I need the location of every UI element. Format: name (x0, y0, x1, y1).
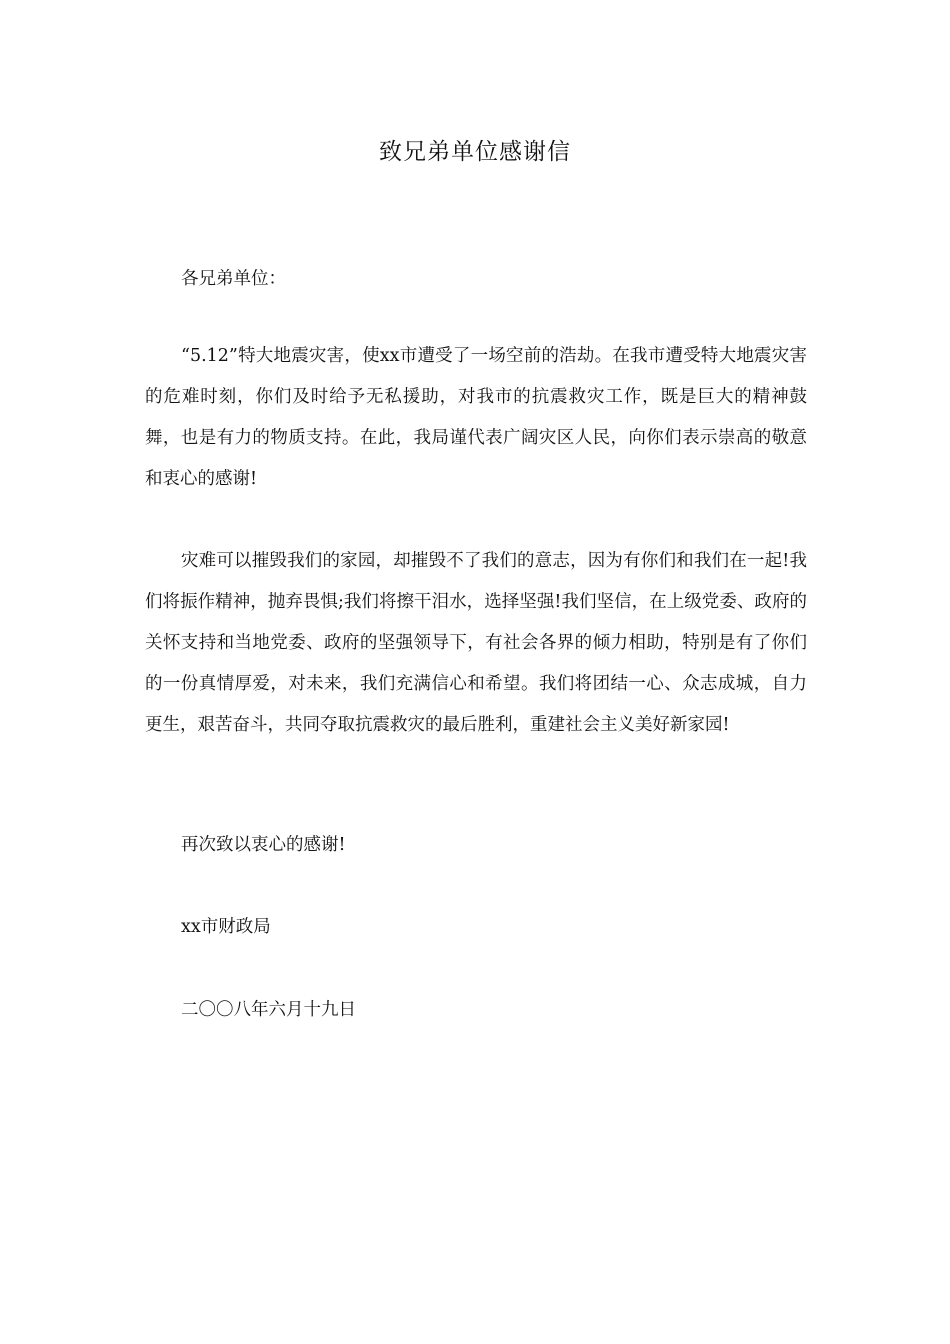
body-paragraph-2: 灾难可以摧毁我们的家园，却摧毁不了我们的意志，因为有你们和我们在一起!我们将振作精神，抛弃畏惧;我们将擦干泪水，选择坚强!我们坚信，在上级党委、政府的关怀支持和当地党委、政府的坚强领导下，有社会各界的倾力相助，特别是有了你们的一份真情厚爱，对未来，我们充满信心和希望。我们将团结一心、众志成城，自力更生，艰苦奋斗，共同夺取抗震救灾的最后胜利，重建社会主义美好新家园! (145, 551, 807, 735)
signature-organization: xx市财政局 (181, 917, 271, 937)
body-paragraph-1: “5.12”特大地震灾害，使xx市遭受了一场空前的浩劫。在我市遭受特大地震灾害的危难时刻，你们及时给予无私援助，对我市的抗震救灾工作，既是巨大的精神鼓舞，也是有力的物质支持。在此，我局谨代表广阔灾区人民，向你们表示崇高的敬意和衷心的感谢! (145, 346, 807, 489)
document-title: 致兄弟单位感谢信 (379, 139, 571, 165)
document-date: 二〇〇八年六月十九日 (181, 1000, 356, 1020)
closing-line: 再次致以衷心的感谢! (181, 835, 346, 855)
salutation: 各兄弟单位： (181, 269, 286, 289)
